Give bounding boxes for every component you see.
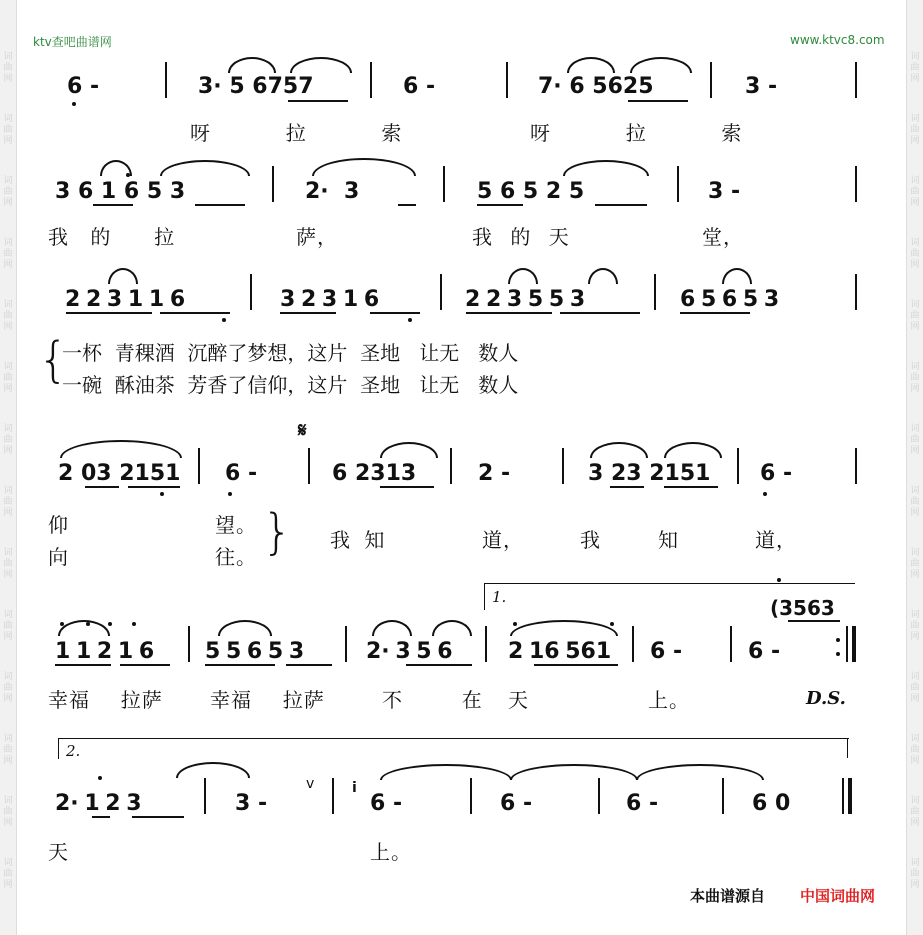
beam-underline: [477, 204, 523, 206]
barline: [443, 166, 445, 202]
lyric-verse-1: 仰: [48, 513, 69, 537]
side-watermark-text: 词 曲 网: [910, 486, 920, 518]
side-watermark-text: 词 曲 网: [3, 548, 13, 580]
beam-underline: [398, 204, 416, 206]
side-watermark-text: 词 曲 网: [3, 114, 13, 146]
barline: [722, 778, 724, 814]
lyric-line: 萨，: [296, 225, 338, 249]
lyric-line: 上。: [648, 688, 690, 712]
barline: [598, 778, 600, 814]
measure-note: 3 -: [708, 179, 741, 204]
verse-brace: {: [38, 332, 69, 388]
high-octave-dot: [98, 776, 102, 780]
beam-underline: [195, 204, 245, 206]
side-watermark-text: 词 曲 网: [3, 734, 13, 766]
slur: [380, 442, 438, 458]
high-octave-dot: [60, 622, 64, 626]
low-octave-dot: [160, 492, 164, 496]
side-watermark-text: 词 曲 网: [3, 858, 13, 890]
slur: [108, 268, 138, 284]
barline: [332, 778, 334, 814]
measure-note: 6 -: [650, 639, 683, 664]
side-watermark-text: 词 曲 网: [3, 238, 13, 270]
beam-underline: [55, 664, 111, 666]
repeat-dot: [836, 638, 840, 642]
beam-underline: [610, 486, 644, 488]
high-octave-dot: [513, 622, 517, 626]
measure-note: 3 -: [235, 791, 268, 816]
barline: [450, 448, 452, 484]
measure-note: 2· 3 5 6: [366, 639, 453, 664]
lyric-line: 呀 拉 索: [190, 121, 403, 145]
lyric-line: 幸福 拉萨: [210, 688, 325, 712]
beam-underline: [160, 312, 230, 314]
lyric-line: 不 在: [382, 688, 483, 712]
barline: [632, 626, 634, 662]
beam-underline: [406, 664, 472, 666]
measure-note: 6 0: [752, 791, 791, 816]
low-octave-dot: [408, 318, 412, 322]
lyric-line: 我 知: [330, 528, 386, 552]
measure-note: 1 1 2 1 6: [55, 639, 155, 664]
beam-underline: [370, 312, 420, 314]
beam-underline: [788, 620, 840, 622]
final-barline-thick: [848, 778, 852, 814]
source-label: 本曲谱源自: [690, 887, 766, 905]
site-watermark-right: www.ktvc8.com: [790, 33, 885, 47]
barline: [188, 626, 190, 662]
slur: [312, 158, 416, 176]
slur: [722, 268, 752, 284]
lyric-line: 上。: [370, 840, 412, 864]
barline: [677, 166, 679, 202]
lyric-verse-2: 往。: [215, 545, 257, 569]
beam-underline: [680, 312, 750, 314]
breath-mark: v: [306, 776, 315, 792]
side-watermark-text: 词 曲 网: [910, 672, 920, 704]
measure-note: 7· 6 5625: [538, 74, 654, 99]
beam-underline: [85, 486, 119, 488]
beam-underline: [560, 312, 640, 314]
intro-notes: (3563: [770, 596, 835, 620]
side-watermark-text: 词 曲 网: [910, 238, 920, 270]
beam-underline: [92, 816, 110, 818]
lyric-verse-1: 一杯 青稞酒 沉醉了梦想，这片 圣地 让无 数人: [62, 341, 519, 365]
side-watermark-text: 词 曲 网: [910, 300, 920, 332]
barline: [345, 626, 347, 662]
barline: [855, 166, 857, 202]
barline: [370, 62, 372, 98]
slur: [508, 268, 538, 284]
measure-note: 6 5 6 5 3: [680, 287, 780, 312]
slur: [228, 57, 276, 73]
lyric-line: 我: [580, 528, 601, 552]
beam-underline: [380, 486, 434, 488]
measure-note: 2 2 3 5 5 3: [465, 287, 586, 312]
right-watermark-strip: [906, 0, 923, 935]
barline: [855, 62, 857, 98]
beam-underline: [628, 100, 688, 102]
barline: [204, 778, 206, 814]
beam-underline: [128, 486, 180, 488]
lyric-line: 我 的 拉: [48, 225, 176, 249]
tie: [176, 762, 250, 778]
slur: [372, 620, 412, 636]
barline: [308, 448, 310, 484]
measure-note: 3 2 3 1 6: [280, 287, 380, 312]
measure-note: 5 5 6 5 3: [205, 639, 305, 664]
lyric-line: 道，: [755, 528, 797, 552]
slur: [510, 620, 618, 636]
side-watermark-text: 词 曲 网: [3, 424, 13, 456]
measure-note: 2 -: [478, 461, 511, 486]
segno-sign: 𝄋: [298, 418, 307, 442]
left-watermark-strip: [0, 0, 17, 935]
measure-note: 6 -: [748, 639, 781, 664]
side-watermark-text: 词 曲 网: [910, 52, 920, 84]
lyric-verse-2: 向: [48, 545, 69, 569]
barline: [855, 274, 857, 310]
high-octave-dot: [610, 622, 614, 626]
barline: [272, 166, 274, 202]
lyric-verse-1: 望。: [215, 513, 257, 537]
slur: [590, 442, 648, 458]
barline: [440, 274, 442, 310]
slur: [664, 442, 722, 458]
source-site: 中国词曲网: [800, 887, 876, 905]
side-watermark-text: 词 曲 网: [3, 176, 13, 208]
slur: [58, 620, 110, 636]
beam-underline: [664, 486, 718, 488]
barline: [654, 274, 656, 310]
beam-underline: [288, 100, 348, 102]
tie: [510, 764, 638, 780]
measure-note: 2 2 3 1 1 6: [65, 287, 186, 312]
lyric-line: 我 的 天: [472, 225, 570, 249]
side-watermark-text: 词 曲 网: [3, 486, 13, 518]
barline: [250, 274, 252, 310]
beam-underline: [280, 312, 336, 314]
measure-note: 6 -: [225, 461, 258, 486]
measure-note: 2· 3: [305, 179, 360, 204]
slur: [588, 268, 618, 284]
side-watermark-text: 词 曲 网: [910, 610, 920, 642]
dal-segno-mark: D.S.: [806, 688, 846, 709]
barline: [562, 448, 564, 484]
beam-underline: [466, 312, 552, 314]
final-barline: [842, 778, 844, 814]
measure-note: 6 -: [760, 461, 793, 486]
tie: [380, 764, 512, 780]
tie: [636, 764, 764, 780]
barline: [730, 626, 732, 662]
measure-note: 3 23 2151: [588, 461, 711, 486]
low-octave-dot: [763, 492, 767, 496]
measure-note: 2· 1 2 3: [55, 791, 142, 816]
side-watermark-text: 词 曲 网: [910, 362, 920, 394]
high-octave-dot: [132, 622, 136, 626]
slur: [563, 160, 649, 176]
high-octave-dot: [126, 173, 130, 177]
side-watermark-text: 词 曲 网: [3, 610, 13, 642]
beam-underline: [132, 816, 184, 818]
verse-brace: }: [262, 504, 293, 560]
side-watermark-text: 词 曲 网: [3, 362, 13, 394]
low-octave-dot: [222, 318, 226, 322]
side-watermark-text: 词 曲 网: [910, 548, 920, 580]
slur: [160, 160, 250, 176]
second-ending-bracket-end: [847, 738, 848, 758]
site-watermark-left: ktv查吧曲谱网: [33, 35, 112, 49]
barline: [485, 626, 487, 662]
high-octave-dot: [86, 622, 90, 626]
barline: [470, 778, 472, 814]
measure-note: 6 -: [67, 74, 100, 99]
side-watermark-text: 词 曲 网: [3, 672, 13, 704]
side-watermark-text: 词 曲 网: [3, 300, 13, 332]
measure-note: 3· 5 6757: [198, 74, 314, 99]
measure-note: 2 16 561: [508, 639, 612, 664]
side-watermark-text: 词 曲 网: [910, 176, 920, 208]
barline: [855, 448, 857, 484]
beam-underline: [120, 664, 170, 666]
lyric-line: 道，: [482, 528, 524, 552]
first-ending-label: 1.: [492, 588, 507, 606]
measure-note: 6 -: [370, 791, 403, 816]
second-ending-label: 2.: [66, 742, 81, 760]
barline: [165, 62, 167, 98]
repeat-barline: [846, 626, 848, 662]
barline: [710, 62, 712, 98]
side-watermark-text: 词 曲 网: [910, 796, 920, 828]
high-octave-dot: [108, 622, 112, 626]
measure-note: 3 -: [745, 74, 778, 99]
side-watermark-text: 词 曲 网: [910, 424, 920, 456]
second-ending-bracket: [58, 738, 849, 759]
barline: [737, 448, 739, 484]
barline: [506, 62, 508, 98]
slur: [630, 57, 692, 73]
side-watermark-text: 词 曲 网: [910, 734, 920, 766]
beam-underline: [93, 204, 133, 206]
barline: [198, 448, 200, 484]
measure-note: 3 6 1 6 5 3: [55, 179, 186, 204]
measure-note: 2 03 2151: [58, 461, 181, 486]
lyric-line: 幸福 拉萨: [48, 688, 163, 712]
high-octave-dot: [777, 578, 781, 582]
measure-note: 6 -: [500, 791, 533, 816]
lyric-line: 知: [658, 528, 679, 552]
slur: [432, 620, 472, 636]
slur: [290, 57, 352, 73]
beam-underline: [595, 204, 647, 206]
beam-underline: [66, 312, 152, 314]
low-octave-dot: [72, 102, 76, 106]
lyric-line: 堂，: [702, 225, 744, 249]
slur: [60, 440, 182, 458]
side-watermark-text: 词 曲 网: [910, 858, 920, 890]
lyric-line: 天: [48, 840, 69, 864]
grace-note: i: [352, 780, 357, 796]
beam-underline: [205, 664, 275, 666]
low-octave-dot: [228, 492, 232, 496]
side-watermark-text: 词 曲 网: [3, 52, 13, 84]
side-watermark-text: 词 曲 网: [3, 796, 13, 828]
measure-note: 6 -: [403, 74, 436, 99]
measure-note: 5 6 5 2 5: [477, 179, 585, 204]
beam-underline: [286, 664, 332, 666]
slur: [218, 620, 272, 636]
lyric-line: 呀 拉 索: [530, 121, 743, 145]
slur: [567, 57, 615, 73]
measure-note: 6 2313: [332, 461, 417, 486]
repeat-dot: [836, 652, 840, 656]
beam-underline: [534, 664, 618, 666]
lyric-verse-2: 一碗 酥油茶 芳香了信仰，这片 圣地 让无 数人: [62, 373, 519, 397]
lyric-line: 天: [508, 688, 529, 712]
measure-note: 6 -: [626, 791, 659, 816]
side-watermark-text: 词 曲 网: [910, 114, 920, 146]
repeat-barline-thick: [852, 626, 856, 662]
